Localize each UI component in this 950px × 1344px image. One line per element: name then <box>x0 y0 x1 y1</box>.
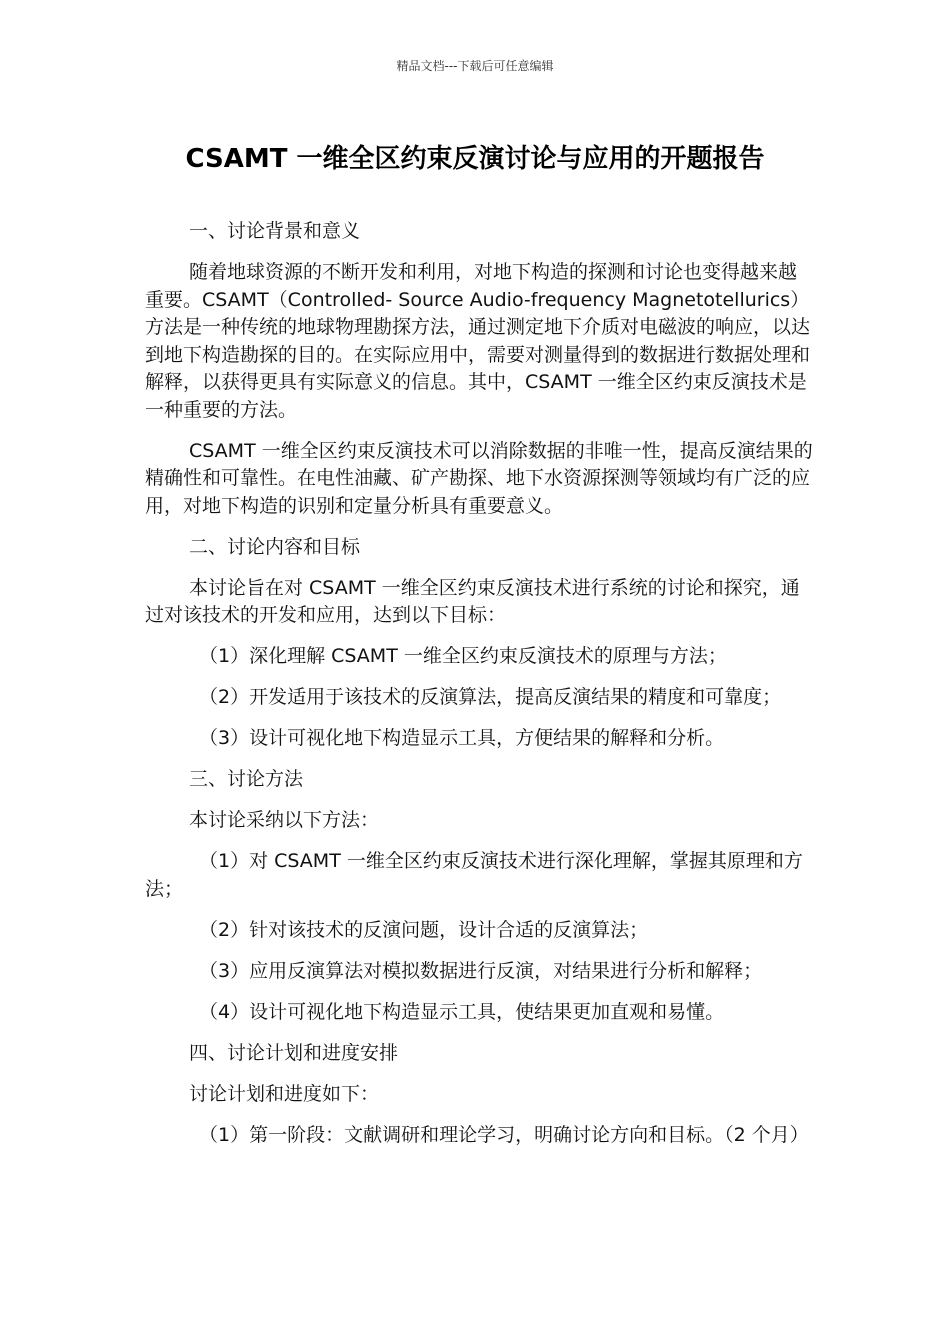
paragraph-plan-intro: 讨论计划和进度如下： <box>189 1082 380 1105</box>
section-heading-background: 一、讨论背景和意义 <box>189 220 361 242</box>
section-heading-methods: 三、讨论方法 <box>189 768 304 790</box>
method-item-3: （3）应用反演算法对模拟数据进行反演，对结果进行分析和解释； <box>199 959 763 982</box>
page-header: 精品文档---下载后可任意编辑 <box>396 59 554 73</box>
goal-item-2: （2）开发适用于该技术的反演算法，提高反演结果的精度和可靠度； <box>199 686 782 708</box>
plan-item-1: （1）第一阶段：文献调研和理论学习，明确讨论方向和目标。（2 个月） <box>199 1123 809 1146</box>
method-item-2: （2）针对该技术的反演问题，设计合适的反演算法； <box>199 918 649 941</box>
method-item-1: （1）对 CSAMT 一维全区约束反演技术进行深化理解，掌握其原理和方法； <box>145 850 803 900</box>
paragraph-background-2: CSAMT 一维全区约束反演技术可以消除数据的非唯一性，提高反演结果的精确性和可靠性。在电性油藏、矿产勘探、地下水资源探测等领域均有广泛的应用，对地下构造的识别和定量分析具有重要意义。 <box>145 439 813 517</box>
paragraph-content-goals: 本讨论旨在对 CSAMT 一维全区约束反演技术进行系统的讨论和探究，通过对该技术的开发和应用，达到以下目标： <box>145 576 800 626</box>
goal-item-3: （3）设计可视化地下构造显示工具，方便结果的解释和分析。 <box>199 727 725 749</box>
section-heading-content-goals: 二、讨论内容和目标 <box>189 535 361 558</box>
goal-item-1: （1）深化理解 CSAMT 一维全区约束反演技术的原理与方法； <box>199 645 727 667</box>
paragraph-methods-intro: 本讨论采纳以下方法： <box>189 809 380 831</box>
document-title: CSAMT 一维全区约束反演讨论与应用的开题报告 <box>185 144 765 174</box>
method-item-4: （4）设计可视化地下构造显示工具，使结果更加直观和易懂。 <box>199 1000 725 1023</box>
section-heading-plan: 四、讨论计划和进度安排 <box>189 1041 399 1064</box>
document-body <box>145 218 815 1163</box>
paragraph-background-1: 随着地球资源的不断开发和利用，对地下构造的探测和讨论也变得越来越重要。CSAMT（Controlled- Source Audio-frequency Magnetotellurics）方法是一种传统的地球物理勘探方法，通过测定地下介质对电磁波的响应，以达到地下构造勘探的目的。在实际应用中，需要对测量得到的数据进行数据处理和解释，以获得更具有实际意义的信息。其中，CSAMT 一维全区约束反演技术是一种重要的方法。 <box>145 261 811 421</box>
